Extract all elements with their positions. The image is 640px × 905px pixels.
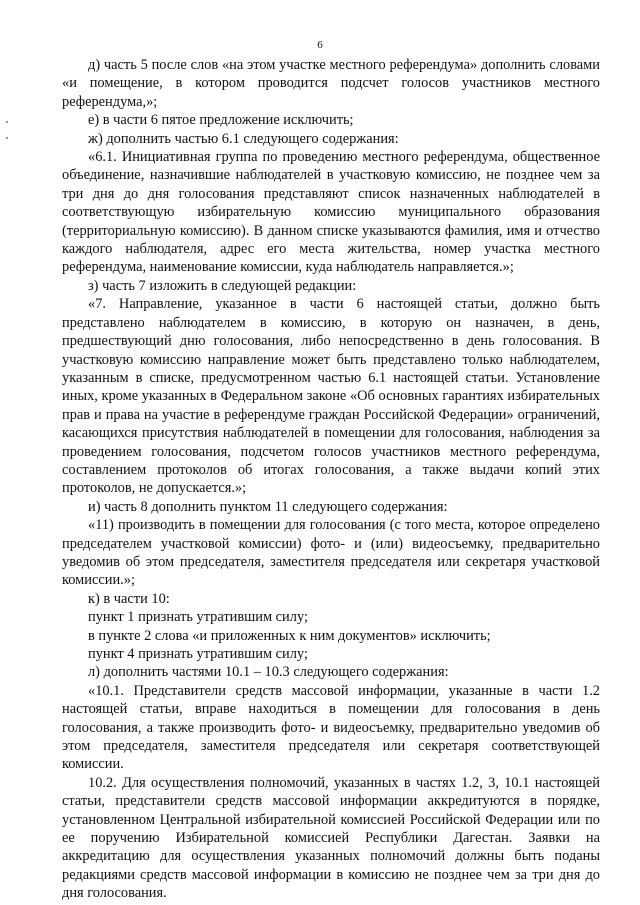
paragraph: «10.1. Представители средств массовой информации, указанные в части 1.2 настоящей статьи, вправе находиться в помещении для голосования в день голосования, а также производить фото- и видеосъемку, предварительно уведомив об этом председателя, заместителя председателя или секретаря соответствующей комиссии. <box>62 682 600 773</box>
paragraph: пункт 4 признать утратившим силу; <box>88 646 308 662</box>
paragraph: и) часть 8 дополнить пунктом 11 следующего содержания: <box>88 498 448 515</box>
paragraph: «7. Направление, указанное в части 6 настоящей статьи, должно быть представлено наблюдателем в комиссию, в которую он назначен, в день, предшествующий дню голосования, либо непосредственно в день голосования. В участковую комиссию направление может быть представлено только наблюдателем, указанным в списке, предусмотренном частью 6.1 настоящей статьи. Установление иных, кроме указанных в Федеральном законе «Об основных гарантиях избирательных прав и права на участие в референдуме граждан Российской Федерации» ограничений, касающихся присутствия наблюдателей в помещении для голосования, наблюдения за проведением голосования, подсчетом голосов участников местного референдума, составлением протоколов об итогах голосования, а также выдачи копий этих протоколов, не допускается.»; <box>62 296 600 497</box>
paragraph: е) в части 6 пятое предложение исключить; <box>88 112 354 129</box>
paragraph: ж) дополнить частью 6.1 следующего содержания: <box>88 130 399 147</box>
paragraph: 10.2. Для осуществления полномочий, указанных в частях 1.2, 3, 10.1 настоящей статьи, представители средств массовой информации аккредитуются в порядке, установленном Центральной избирательной комиссией Российской Федерации или по ее поручению Избирательной комиссией Республики Дагестан. Заявки на аккредитацию для осуществления указанных полномочий должны быть поданы редакциями средств массовой информации в комиссию не позднее чем за три дня до дня голосования. <box>62 774 600 902</box>
paragraph: в пункте 2 слова «и приложенных к ним документов» исключить; <box>88 627 491 644</box>
page-number: 6 <box>317 39 323 51</box>
paragraph: д) часть 5 после слов «на этом участке местного референдума» дополнить словами «и помещение, в котором проводится подсчет голосов участников местного референдума,»; <box>62 57 600 110</box>
paragraph: л) дополнить частями 10.1 – 10.3 следующего содержания: <box>88 664 449 681</box>
paragraph: «6.1. Инициативная группа по проведению местного референдума, общественное объединение, назначившие наблюдателей в участковую комиссию, не позднее чем за три дня до дня голосования представляют список назначенных наблюдателей в соответствующую избирательную комиссию муниципального образования (территориальную комиссию). В данном списке указываются фамилия, имя и отчество каждого наблюдателя, адрес его места жительства, номер участка местного референдума, наименование комиссии, куда наблюдатель направляется.»; <box>62 149 600 276</box>
document-body <box>62 56 600 903</box>
margin-mark <box>6 137 8 139</box>
margin-mark <box>6 121 8 123</box>
paragraph: пункт 1 признать утратившим силу; <box>88 609 308 626</box>
paragraph: к) в части 10: <box>88 590 170 607</box>
paragraph: «11) производить в помещении для голосования (с того места, которое определено председателем участковой комиссии) фото- и (или) видеосъемку, предварительно уведомив об этом председателя, заместителя председателя или секретаря участковой комиссии.»; <box>62 517 600 589</box>
paragraph: з) часть 7 изложить в следующей редакции: <box>88 277 357 294</box>
